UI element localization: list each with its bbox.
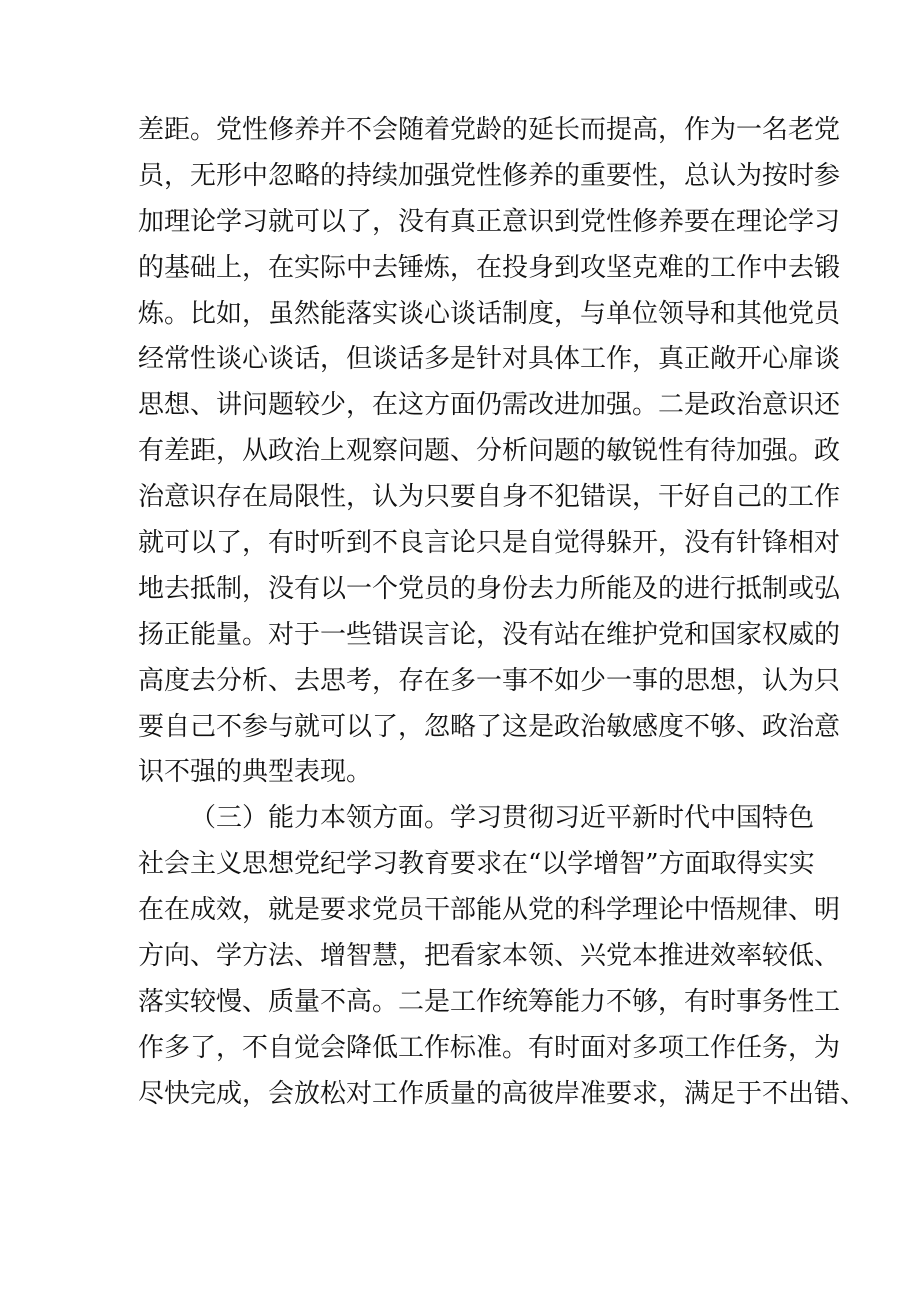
text-line: 社会主义思想党纪学习教育要求在“以学增智”方面取得实实 (138, 849, 815, 880)
text-line: 加理论学习就可以了，没有真正意识到党性修养要在理论学习 (138, 206, 841, 237)
section-heading-line: （三）能力本领方面。学习贯彻习近平新时代中国特色 (190, 803, 815, 834)
text-line: 尽快完成，会放松对工作质量的高彼岸准要求，满足于不出错、 (138, 1078, 867, 1109)
text-line: 的基础上，在实际中去锤炼，在投身到攻坚克难的工作中去锻 (138, 252, 841, 283)
text-line: 治意识存在局限性，认为只要自身不犯错误，干好自己的工作 (138, 482, 841, 513)
text-line: 在在成效，就是要求党员干部能从党的科学理论中悟规律、明 (138, 895, 841, 926)
text-line: 思想、讲问题较少，在这方面仍需改进加强。二是政治意识还 (138, 390, 841, 421)
text-line: 扬正能量。对于一些错误言论，没有站在维护党和国家权威的 (138, 619, 841, 650)
text-line: 就可以了，有时听到不良言论只是自觉得躲开，没有针锋相对 (138, 528, 841, 559)
text-line: 有差距，从政治上观察问题、分析问题的敏锐性有待加强。政 (138, 436, 841, 467)
text-line: 方向、学方法、增智慧，把看家本领、兴党本推进效率较低、 (138, 941, 841, 972)
paragraph-end-line: 识不强的典型表现。 (138, 757, 373, 788)
body-text (138, 108, 867, 1118)
text-line: 经常性谈心谈话，但谈话多是针对具体工作，真正敞开心扉谈 (138, 344, 841, 375)
text-line: 落实较慢、质量不高。二是工作统筹能力不够，有时事务性工 (138, 986, 841, 1017)
text-line: 炼。比如，虽然能落实谈心谈话制度，与单位领导和其他党员 (138, 298, 841, 329)
text-line: 作多了，不自觉会降低工作标准。有时面对多项工作任务，为 (138, 1032, 841, 1063)
text-line: 要自己不参与就可以了，忽略了这是政治敏感度不够、政治意 (138, 711, 841, 742)
text-line: 高度去分析、去思考，存在多一事不如少一事的思想，认为只 (138, 665, 841, 696)
text-line: 差距。党性修养并不会随着党龄的延长而提高，作为一名老党 (138, 115, 841, 145)
text-line: 员，无形中忽略的持续加强党性修养的重要性，总认为按时参 (138, 160, 841, 191)
text-line: 地去抵制，没有以一个党员的身份去力所能及的进行抵制或弘 (138, 573, 841, 604)
